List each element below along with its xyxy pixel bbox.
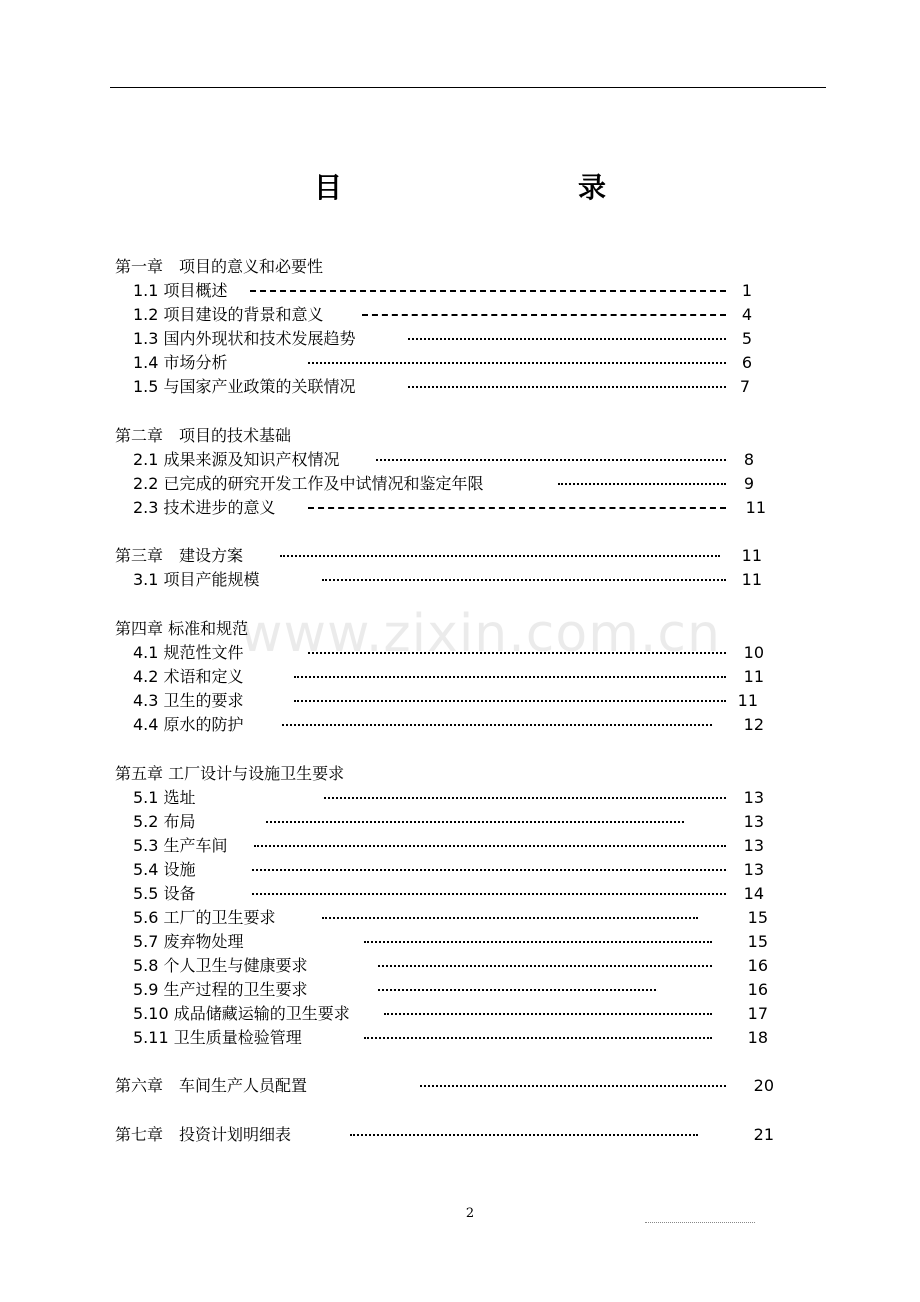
toc-leader <box>378 965 712 967</box>
toc-entry-2-1[interactable]: 2.1 成果来源及知识产权情况 <box>133 450 340 469</box>
toc-page-4-1[interactable]: 10 <box>743 643 764 662</box>
toc-leader <box>252 893 726 895</box>
toc-page-5-1[interactable]: 13 <box>743 788 764 807</box>
toc-leader <box>408 386 726 388</box>
toc-leader <box>250 290 726 292</box>
toc-leader <box>308 362 726 364</box>
toc-leader <box>362 314 726 316</box>
toc-chapter-2[interactable]: 第二章 项目的技术基础 <box>115 426 292 445</box>
toc-chapter-6[interactable]: 第六章 车间生产人员配置 <box>115 1076 308 1095</box>
toc-entry-5-2[interactable]: 5.2 布局 <box>133 812 196 831</box>
toc-leader <box>324 797 726 799</box>
toc-page-1-1[interactable]: 1 <box>741 281 752 300</box>
toc-leader <box>420 1085 726 1087</box>
toc-page-5-4[interactable]: 13 <box>743 860 764 879</box>
toc-leader <box>384 1013 712 1015</box>
toc-entry-5-6[interactable]: 5.6 工厂的卫生要求 <box>133 908 276 927</box>
toc-page-5-9[interactable]: 16 <box>747 980 768 999</box>
toc-leader <box>308 507 726 509</box>
toc-leader <box>280 555 720 557</box>
toc-leader <box>252 869 726 871</box>
toc-leader <box>364 941 712 943</box>
toc-leader <box>254 845 726 847</box>
toc-entry-5-9[interactable]: 5.9 生产过程的卫生要求 <box>133 980 308 999</box>
page-title: 目 录 <box>313 171 666 204</box>
toc-page-1-2[interactable]: 4 <box>741 305 752 324</box>
toc-page-1-4[interactable]: 6 <box>741 353 752 372</box>
toc-page-7[interactable]: 21 <box>753 1125 774 1144</box>
toc-page-6[interactable]: 20 <box>753 1076 774 1095</box>
toc-page-5-6[interactable]: 15 <box>747 908 768 927</box>
toc-entry-5-3[interactable]: 5.3 生产车间 <box>133 836 228 855</box>
toc-page-3-1[interactable]: 11 <box>741 570 762 589</box>
toc-page-5-11[interactable]: 18 <box>747 1028 768 1047</box>
watermark: www.zixin.com.cn <box>240 604 721 664</box>
footer-rule <box>645 1222 755 1223</box>
toc-page-3[interactable]: 11 <box>741 546 762 565</box>
toc-leader <box>378 989 656 991</box>
toc-leader <box>294 700 726 702</box>
toc-chapter-1[interactable]: 第一章 项目的意义和必要性 <box>115 257 324 276</box>
toc-entry-4-2[interactable]: 4.2 术语和定义 <box>133 667 244 686</box>
toc-entry-5-5[interactable]: 5.5 设备 <box>133 884 196 903</box>
toc-leader <box>408 338 726 340</box>
toc-entry-5-11[interactable]: 5.11 卫生质量检验管理 <box>133 1028 302 1047</box>
toc-leader <box>350 1134 698 1136</box>
toc-leader <box>322 917 698 919</box>
toc-leader <box>266 821 684 823</box>
toc-leader <box>294 676 726 678</box>
toc-entry-2-3[interactable]: 2.3 技术进步的意义 <box>133 498 276 517</box>
toc-leader <box>558 483 726 485</box>
toc-entry-5-10[interactable]: 5.10 成品储藏运输的卫生要求 <box>133 1004 350 1023</box>
toc-leader <box>322 579 726 581</box>
toc-page-5-3[interactable]: 13 <box>743 836 764 855</box>
toc-entry-4-3[interactable]: 4.3 卫生的要求 <box>133 691 244 710</box>
toc-entry-5-8[interactable]: 5.8 个人卫生与健康要求 <box>133 956 308 975</box>
toc-leader <box>364 1037 712 1039</box>
toc-page-5-8[interactable]: 16 <box>747 956 768 975</box>
toc-entry-1-1[interactable]: 1.1 项目概述 <box>133 281 228 300</box>
toc-entry-4-4[interactable]: 4.4 原水的防护 <box>133 715 244 734</box>
toc-page-4-3[interactable]: 11 <box>737 691 758 710</box>
toc-page-5-7[interactable]: 15 <box>747 932 768 951</box>
toc-page-2-1[interactable]: 8 <box>743 450 754 469</box>
toc-chapter-5[interactable]: 第五章 工厂设计与设施卫生要求 <box>115 764 345 783</box>
page-number: 2 <box>465 1206 475 1221</box>
toc-page-2-3[interactable]: 11 <box>745 498 766 517</box>
toc-leader <box>282 724 712 726</box>
toc-entry-5-4[interactable]: 5.4 设施 <box>133 860 196 879</box>
toc-entry-1-2[interactable]: 1.2 项目建设的背景和意义 <box>133 305 324 324</box>
toc-page-5-5[interactable]: 14 <box>743 884 764 903</box>
toc-page-5-2[interactable]: 13 <box>743 812 764 831</box>
toc-page-2-2[interactable]: 9 <box>743 474 754 493</box>
toc-entry-3-1[interactable]: 3.1 项目产能规模 <box>133 570 260 589</box>
toc-page-4-2[interactable]: 11 <box>743 667 764 686</box>
toc-entry-1-3[interactable]: 1.3 国内外现状和技术发展趋势 <box>133 329 356 348</box>
toc-page-1-3[interactable]: 5 <box>741 329 752 348</box>
toc-leader <box>308 652 726 654</box>
toc-page-1-5[interactable]: 7 <box>739 377 750 396</box>
toc-chapter-7[interactable]: 第七章 投资计划明细表 <box>115 1125 292 1144</box>
toc-page-4-4[interactable]: 12 <box>743 715 764 734</box>
toc-entry-5-7[interactable]: 5.7 废弃物处理 <box>133 932 244 951</box>
toc-entry-5-1[interactable]: 5.1 选址 <box>133 788 196 807</box>
toc-entry-1-5[interactable]: 1.5 与国家产业政策的关联情况 <box>133 377 356 396</box>
toc-page-5-10[interactable]: 17 <box>747 1004 768 1023</box>
toc-leader <box>376 459 726 461</box>
toc-entry-1-4[interactable]: 1.4 市场分析 <box>133 353 228 372</box>
toc-chapter-3[interactable]: 第三章 建设方案 <box>115 546 244 565</box>
header-rule <box>110 87 826 88</box>
toc-chapter-4[interactable]: 第四章 标准和规范 <box>115 619 249 638</box>
toc-entry-2-2[interactable]: 2.2 已完成的研究开发工作及中试情况和鉴定年限 <box>133 474 484 493</box>
toc-entry-4-1[interactable]: 4.1 规范性文件 <box>133 643 244 662</box>
